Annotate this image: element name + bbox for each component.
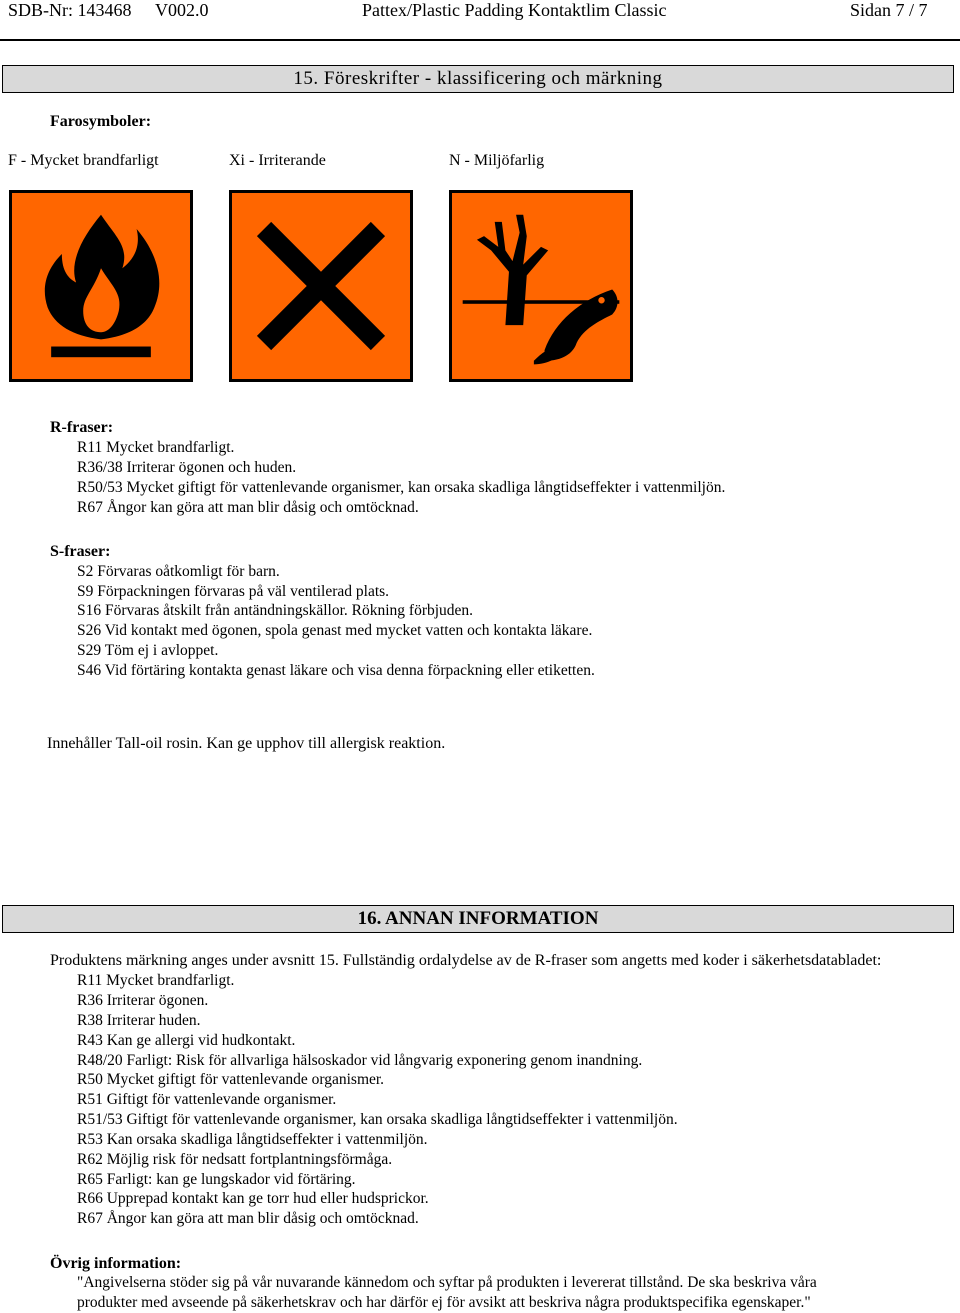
section-15-header [2,65,954,93]
r-phrase-full: R66 Upprepad kontakt kan ge torr hud eller hudsprickor. [77,1190,429,1207]
product-name: Pattex/Plastic Padding Kontaktlim Classic [362,0,667,20]
symbol-label-xi: Xi - Irriterande [229,152,326,169]
section-16-intro: Produktens märkning anges under avsnitt 15. Fullständig ordalydelse av de R-fraser som angetts med koder i säkerhetsdatabladet: [50,952,882,969]
s-phrase: S26 Vid kontakt med ögonen, spola genast med mycket vatten och kontakta läkare. [77,622,593,639]
s-phrase: S9 Förpackningen förvaras på väl ventilerad plats. [77,583,390,600]
r-phrase-full: R51 Giftigt för vattenlevande organismer. [77,1091,337,1108]
r-phrase-full: R43 Kan ge allergi vid hudkontakt. [77,1032,296,1049]
r-phrases-label: R-fraser: [50,419,114,436]
other-info-label: Övrig information: [50,1255,182,1272]
r-phrase: R50/53 Mycket giftigt för vattenlevande organismer, kan orsaka skadliga långtidseffekter i vattenmiljön. [77,479,726,496]
other-info-line: "Angivelserna stöder sig på vår nuvarande kännedom och syftar på produkten i levererat tillstånd. De ska beskriva våra [77,1274,817,1291]
r-phrase-full: R50 Mycket giftigt för vattenlevande organismer. [77,1071,385,1088]
r-phrase-full: R11 Mycket brandfarligt. [77,972,235,989]
cross-icon [229,190,413,382]
s-phrases-label: S-fraser: [50,543,111,560]
contains-note: Innehåller Tall-oil rosin. Kan ge upphov till allergisk reaktion. [47,735,446,752]
s-phrase: S29 Töm ej i avloppet. [77,642,219,659]
hazard-symbols-label: Farosymboler: [50,113,152,130]
r-phrase-full: R67 Ångor kan göra att man blir dåsig och omtöcknad. [77,1210,419,1227]
s-phrase: S46 Vid förtäring kontakta genast läkare och visa denna förpackning eller etiketten. [77,662,595,679]
page-number: Sidan 7 / 7 [850,0,928,20]
r-phrase-full: R53 Kan orsaka skadliga långtidseffekter i vattenmiljön. [77,1131,428,1148]
r-phrase-full: R38 Irriterar huden. [77,1012,201,1029]
header-divider [0,39,960,41]
flame-icon [9,190,193,382]
environment-icon [449,190,633,382]
r-phrase: R67 Ångor kan göra att man blir dåsig och omtöcknad. [77,499,419,516]
r-phrase-full: R51/53 Giftigt för vattenlevande organismer, kan orsaka skadliga långtidseffekter i vattenmiljön. [77,1111,678,1128]
r-phrase-full: R48/20 Farligt: Risk för allvarliga hälsoskador vid långvarig exponering genom inandning. [77,1052,643,1069]
r-phrase: R36/38 Irriterar ögonen och huden. [77,459,297,476]
section-15-title: 15. Föreskrifter - klassificering och märkning [293,68,663,89]
r-phrase: R11 Mycket brandfarligt. [77,439,235,456]
s-phrase: S2 Förvaras oåtkomligt för barn. [77,563,280,580]
r-phrase-full: R65 Farligt: kan ge lungskador vid förtäring. [77,1171,356,1188]
other-info-line: produkter med avseende på säkerhetskrav och har därför ej för avsikt att beskriva några produktspecifika egenskaper." [77,1294,811,1311]
symbol-label-n: N - Miljöfarlig [449,152,545,169]
symbol-label-f: F - Mycket brandfarligt [8,152,159,169]
doc-id: SDB-Nr: 143468 [8,0,132,20]
s-phrase: S16 Förvaras åtskilt från antändningskällor. Rökning förbjuden. [77,602,474,619]
doc-version: V002.0 [155,0,209,20]
section-16-header [2,905,954,933]
r-phrase-full: R62 Möjlig risk för nedsatt fortplantningsförmåga. [77,1151,393,1168]
r-phrase-full: R36 Irriterar ögonen. [77,992,209,1009]
section-16-title: 16. ANNAN INFORMATION [357,908,599,929]
